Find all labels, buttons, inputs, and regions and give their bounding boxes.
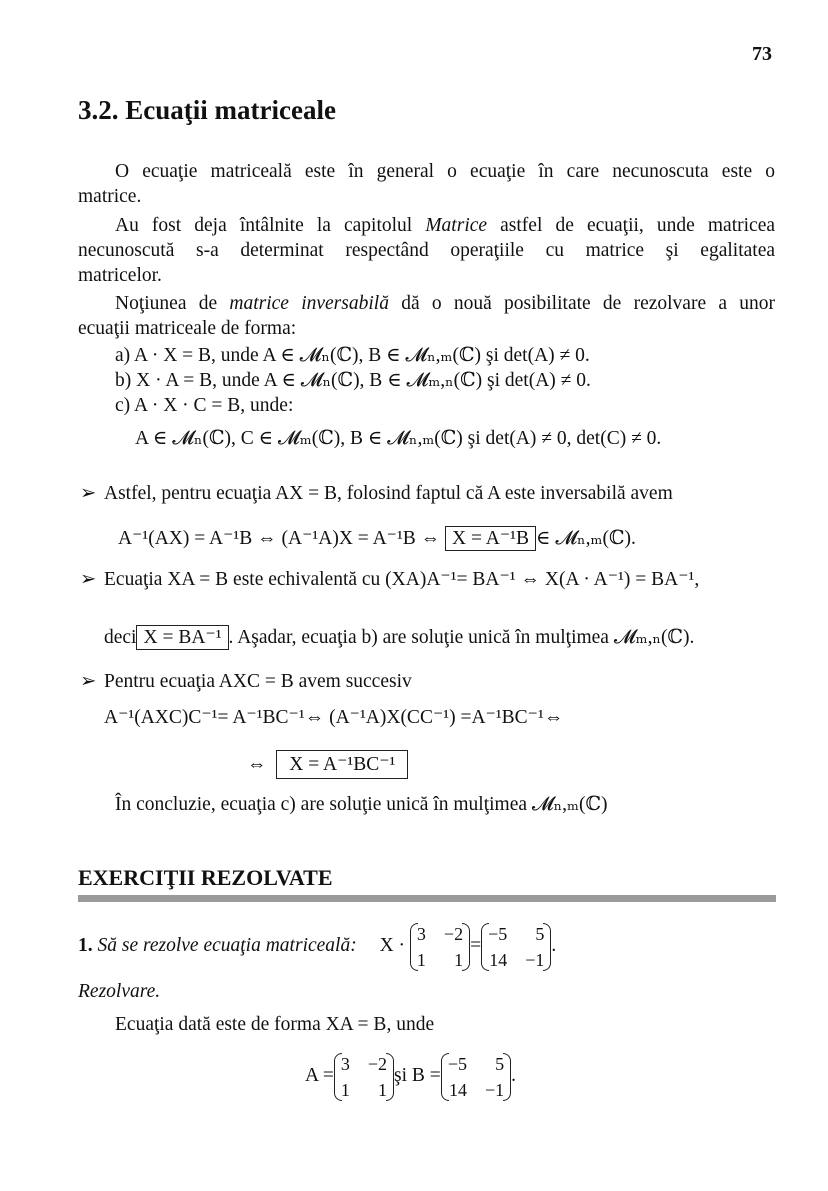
matrix-cell: 3 xyxy=(416,923,426,944)
matrix-cell: −1 xyxy=(525,949,545,970)
matrix-cell: −5 xyxy=(447,1053,467,1074)
matrix-cell: 1 xyxy=(454,949,464,970)
equation-1 xyxy=(118,527,636,551)
text: dă o nouă posibilitate de rezolvare a unor xyxy=(401,293,775,314)
exercise-prompt: Să se rezolve ecuaţia matriceală: xyxy=(97,935,357,956)
matrix-cell: −5 xyxy=(488,923,508,944)
equation-text: X · xyxy=(379,935,406,956)
paragraph-2-line-3: matricelor. xyxy=(78,265,162,286)
equation-3-line-1: A⁻¹(AXC)C⁻¹= A⁻¹BC⁻¹⇔ (A⁻¹A)X(CC⁻¹) =A⁻¹BC⁻¹⇔ xyxy=(104,707,564,728)
matrix-cell: 3 xyxy=(340,1053,350,1074)
equation-text: ⇔ xyxy=(247,754,267,775)
matrix-cell: 14 xyxy=(489,949,508,970)
paragraph-3-line-2: ecuaţii matriceale de forma: xyxy=(78,318,297,339)
period: . xyxy=(551,935,557,956)
bullet-2-line-2 xyxy=(104,626,694,650)
exercises-heading: EXERCIŢII REZOLVATE xyxy=(78,865,333,890)
boxed-result: X = A⁻¹BC⁻¹ xyxy=(276,750,408,779)
page-number: 73 xyxy=(752,43,772,65)
boxed-result: X = BA⁻¹ xyxy=(136,625,228,650)
text: Rezolvare. xyxy=(78,981,161,1002)
arrowhead-bullet-icon: ➢ xyxy=(80,671,97,692)
section-title: 3.2. Ecuaţii matriceale xyxy=(78,95,336,125)
paragraph-2-line-2: necunoscută s-a determinat respectând operaţiile cu matrice şi egalitatea xyxy=(78,240,775,261)
text: Astfel, pentru ecuaţia AX = B, folosind faptul că A este inversabilă avem xyxy=(104,483,673,504)
emphasis: matrice inversabilă xyxy=(229,293,389,314)
matrix-cell: 5 xyxy=(495,1053,505,1074)
case-c: c) A · X · C = B, unde: xyxy=(115,395,294,416)
matrix-cell: 1 xyxy=(416,949,426,970)
equation-3-line-2 xyxy=(247,753,408,777)
matrix-cell: 14 xyxy=(448,1079,467,1100)
exercise-number: 1. xyxy=(78,935,93,956)
bullet-1 xyxy=(80,482,673,506)
equation-text: A⁻¹(AX) = A⁻¹B ⇔ (A⁻¹A)X = A⁻¹B ⇔ xyxy=(118,528,441,549)
case-a: a) A · X = B, unde A ∈ 𝓜ₙ(ℂ), B ∈ 𝓜ₙ,ₘ(ℂ) şi det(A) ≠ 0. xyxy=(115,345,590,366)
text: Au fost deja întâlnite la capitolul xyxy=(115,215,413,236)
solution-matrices xyxy=(305,1048,516,1104)
bullet-3 xyxy=(80,670,412,694)
paragraph-2-line-1 xyxy=(115,214,775,238)
text: Ecuaţia XA = B este echivalentă cu (XA)A⁻¹= BA⁻¹ ⇔ X(A · A⁻¹) = BA⁻¹, xyxy=(104,569,700,590)
matrix-b xyxy=(441,1051,511,1103)
equation-text: şi B = xyxy=(394,1065,441,1086)
case-c-conditions: A ∈ 𝓜ₙ(ℂ), C ∈ 𝓜ₘ(ℂ), B ∈ 𝓜ₙ,ₘ(ℂ) şi det(A) ≠ 0, det(C) ≠ 0. xyxy=(135,428,662,449)
text: Pentru ecuaţia AXC = B avem succesiv xyxy=(104,671,412,692)
text: deci xyxy=(104,627,137,648)
text: astfel de ecuaţii, unde matricea xyxy=(500,215,776,236)
solution-text: Ecuaţia dată este de forma XA = B, unde xyxy=(115,1014,435,1035)
matrix-a xyxy=(334,1051,394,1103)
matrix-cell: 1 xyxy=(340,1079,350,1100)
emphasis: Matrice xyxy=(425,215,488,236)
matrix-cell: 1 xyxy=(378,1079,388,1100)
equation-text: ∈ 𝓜ₙ,ₘ(ℂ). xyxy=(536,528,636,549)
matrix-cell: 5 xyxy=(535,923,545,944)
arrowhead-bullet-icon: ➢ xyxy=(80,569,97,590)
text: Noţiunea de xyxy=(115,293,218,314)
text: . Aşadar, ecuaţia b) are soluţie unică în mulţimea 𝓜ₘ,ₙ(ℂ). xyxy=(228,627,695,648)
arrowhead-bullet-icon: ➢ xyxy=(80,483,97,504)
matrix-cell: −2 xyxy=(443,923,464,944)
equation-text: A = xyxy=(305,1065,334,1086)
matrix-cell: −2 xyxy=(367,1053,388,1074)
paragraph-1-line-1: O ecuaţie matriceală este în general o ecuaţie în care necunoscuta este o xyxy=(115,161,775,182)
case-b: b) X · A = B, unde A ∈ 𝓜ₙ(ℂ), B ∈ 𝓜ₘ,ₙ(ℂ) şi det(A) ≠ 0. xyxy=(115,370,591,391)
paragraph-3-line-1 xyxy=(115,292,775,316)
heading-rule xyxy=(78,895,776,902)
boxed-result: X = A⁻¹B xyxy=(445,526,536,551)
matrix-b xyxy=(481,921,551,973)
period: . xyxy=(511,1065,516,1086)
exercise-1 xyxy=(78,918,556,974)
matrix-cell: −1 xyxy=(484,1079,505,1100)
bullet-2 xyxy=(80,568,699,592)
matrix-a xyxy=(410,921,470,973)
conclusion: În concluzie, ecuaţia c) are soluţie unică în mulţimea 𝓜ₙ,ₘ(ℂ) xyxy=(115,794,608,815)
equals: = xyxy=(470,935,482,956)
solution-label xyxy=(78,980,160,1004)
paragraph-1-line-2: matrice. xyxy=(78,186,142,207)
